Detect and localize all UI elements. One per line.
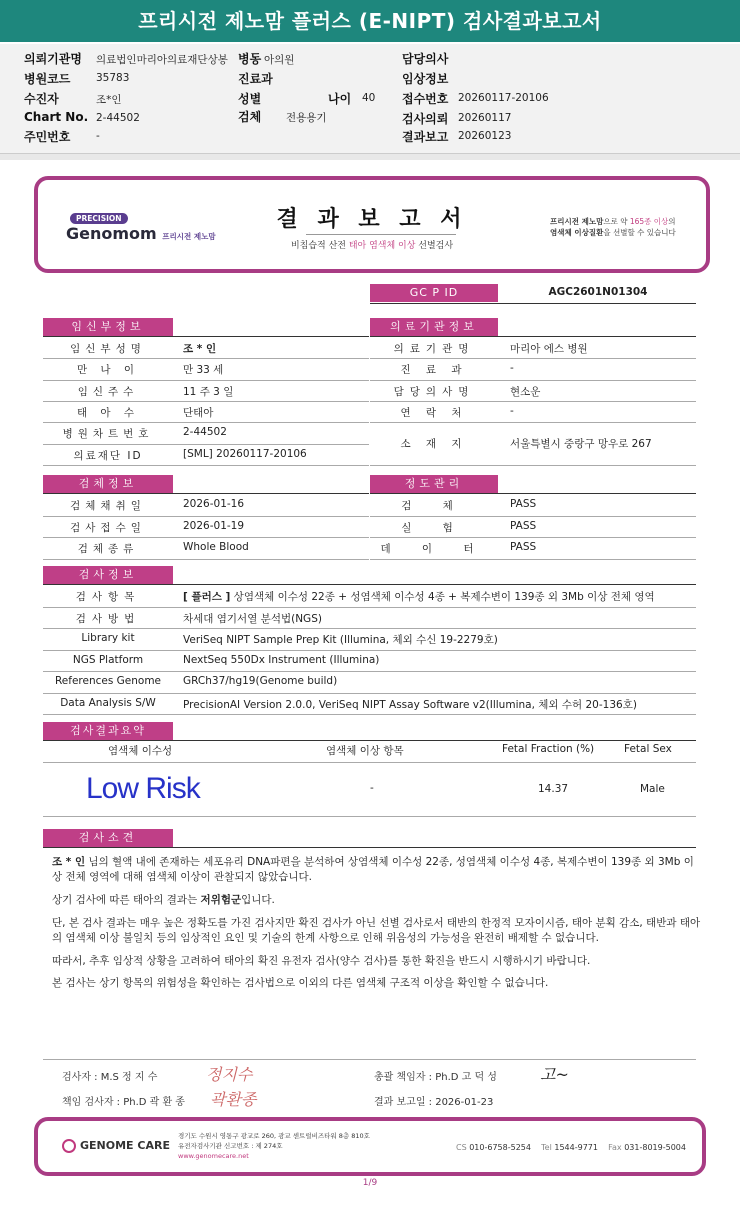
label-institution: 의뢰기관명: [24, 52, 82, 66]
summary-header-aneuploidy: 염색체 이수성: [108, 745, 173, 757]
row-label: 병원차트번호: [62, 428, 154, 441]
gcpid-underline: [370, 303, 696, 304]
section-rule: [370, 493, 696, 494]
row-value: -: [510, 362, 514, 375]
row-label: Data Analysis S/W: [60, 696, 156, 709]
row-rule: [43, 537, 369, 538]
section-rule: [43, 740, 696, 741]
section-rule: [43, 336, 369, 337]
section-institution: 의료기관정보: [370, 318, 498, 336]
label-report-date: 결과보고: [402, 130, 449, 144]
row-value: 조 * 인: [183, 343, 217, 355]
row-rule: [43, 607, 696, 608]
brand-name: Genomom: [66, 224, 157, 243]
row-label: 임신주수: [77, 385, 139, 398]
row-label: 검사항목: [75, 591, 141, 603]
row-rule: [370, 559, 696, 560]
order-header: [0, 44, 740, 154]
brand-sub: 프리시전 제노맘: [162, 232, 216, 241]
row-value: 만 33 세: [183, 364, 224, 377]
row-rule: [370, 516, 696, 517]
banner-tagline: 프리시전 제노맘으로 약 165종 이상의 염색체 이상질환을 선별할 수 있습니다: [550, 217, 676, 237]
section-rule: [370, 336, 696, 337]
gcpid-label: GC P ID: [370, 284, 498, 302]
responsible-examiner-label: 책임 검사자 : Ph.D 곽 환 종: [62, 1097, 185, 1108]
section-rule: [43, 584, 696, 585]
row-label: 검체채취일: [70, 500, 146, 512]
opinion-paragraph-5: 본 검사는 상기 항목의 위험성을 확인하는 검사법으로 이외의 다른 염색체 구조적 이상을 확인할 수 없습니다.: [52, 977, 549, 989]
row-value: 2-44502: [183, 426, 227, 439]
row-label: 실 험: [401, 521, 467, 534]
summary-header-fetal-fraction: Fetal Fraction (%): [502, 743, 595, 755]
row-rule: [43, 693, 696, 694]
label-patient: 수진자: [24, 92, 59, 106]
label-receipt-no: 접수번호: [402, 92, 449, 106]
row-value: -: [510, 404, 514, 417]
row-rule: [43, 380, 369, 381]
row-label: 의료재단 ID: [73, 449, 143, 462]
row-label: 검 체: [401, 500, 467, 512]
row-value: [ 플러스 ] 상염색체 이수성 22종 + 성염색체 이수성 4종 + 복제수변이 139종 외 3Mb 이상 전체 영역: [183, 591, 655, 603]
row-label: Library kit: [81, 632, 135, 644]
value-chart-no: 2-44502: [96, 112, 140, 124]
banner-title: 결 과 보 고 서: [276, 207, 468, 232]
report-title: 프리시전 제노맘 플러스 (E-NIPT) 검사결과보고서: [0, 0, 740, 42]
opinion-paragraph-3: 단, 본 검사 결과는 매우 높은 정확도를 가진 검사지만 확진 검사가 아닌 선별 검사로서 태반의 한정적 모자이시즘, 태아 분획 감소, 태반과 태아의 염색체 이상 불일치 등의 임상적인 요인 및 기술의 한계 사항으로 인해 위음성의 가능성을 완전히 배제할 수 없습니다.: [52, 917, 701, 944]
section-rule: [43, 493, 369, 494]
row-value: [SML] 20260117-20106: [183, 447, 307, 460]
row-label: 진 료 과: [400, 364, 468, 377]
label-sex: 성별: [238, 92, 262, 106]
row-label: 소 재 지: [400, 438, 468, 451]
row-label: 담당의사명: [393, 385, 475, 398]
label-chart-no: Chart No.: [24, 110, 89, 124]
section-patient: 임신부정보: [43, 318, 173, 336]
value-request-date: 20260117: [458, 112, 512, 124]
row-value: NextSeq 550Dx Instrument (Illumina): [183, 653, 380, 666]
precision-badge: PRECISION: [70, 213, 128, 224]
banner-subtitle: 비침습적 산전 태아 염색체 이상 선별검사: [290, 241, 454, 251]
examiner-signature: 정지수: [206, 1065, 253, 1084]
section-summary: 검사결과요약: [43, 722, 173, 740]
row-value: 2026-01-19: [183, 519, 245, 532]
row-label: 검사방법: [75, 612, 141, 625]
row-value: VeriSeq NIPT Sample Prep Kit (Illumina, 체외 수신 19-2279호): [183, 634, 498, 646]
row-label: References Genome: [54, 675, 162, 687]
row-rule: [43, 444, 369, 445]
summary-header-abnormal-items: 염색체 이상 항목: [326, 745, 404, 757]
director-signature: 고~: [540, 1065, 569, 1084]
row-rule: [43, 516, 369, 517]
row-rule: [370, 422, 696, 423]
row-rule: [43, 714, 696, 715]
value-hospital-code: 35783: [96, 72, 130, 84]
section-opinion: 검사소견: [43, 829, 173, 847]
section-qc: 정도관리: [370, 475, 498, 493]
summary-header-fetal-sex: Fetal Sex: [624, 743, 672, 755]
row-value: 단태아: [183, 406, 214, 419]
row-label: NGS Platform: [72, 653, 144, 666]
row-label: 데 이 터: [380, 543, 488, 555]
label-department: 진료과: [238, 72, 273, 86]
footer-contacts: CS 010-6758-5254 Tel 1544-9771 Fax 031-8019-5004: [456, 1143, 686, 1152]
section-test: 검사정보: [43, 566, 173, 584]
value-report-date: 20260123: [458, 130, 512, 142]
row-value: 서울특별시 중랑구 망우로 267: [510, 438, 652, 451]
genome-care-icon: [62, 1139, 76, 1153]
row-label: 임신부성명: [70, 343, 146, 355]
row-rule: [370, 537, 696, 538]
opinion-paragraph-2: 상기 검사에 따른 태아의 결과는 저위험군입니다.: [52, 894, 275, 906]
summary-fetal-sex: Male: [640, 783, 665, 795]
label-resident-no: 주민번호: [24, 130, 71, 144]
row-value: GRCh37/hg19(Genome build): [183, 675, 338, 687]
row-rule: [370, 465, 696, 466]
row-value: 11 주 3 일: [183, 385, 234, 398]
row-rule: [43, 671, 696, 672]
row-rule: [43, 559, 369, 560]
value-institution: 의료법인마리아의료재단상봉: [96, 54, 228, 66]
row-value: PASS: [510, 498, 537, 510]
footer-box: [34, 1117, 706, 1176]
label-age: 나이: [328, 92, 352, 106]
label-clinical-info: 임상정보: [402, 72, 449, 86]
examiner-label: 검사자 : M.S 정 지 수: [62, 1072, 158, 1083]
row-label: 태 아 수: [76, 406, 140, 419]
row-label: 검체종류: [77, 543, 139, 555]
row-label: 의료기관명: [393, 343, 475, 355]
row-value: PrecisionAI Version 2.0.0, VeriSeq NIPT Assay Software v2(Illumina, 체외 수허 20-136호): [183, 698, 637, 711]
genome-care-logo: GENOME CARE: [62, 1139, 170, 1153]
label-request-date: 검사의뢰: [402, 112, 449, 126]
row-label: 만 나 이: [76, 364, 140, 377]
gcpid-value: AGC2601N01304: [548, 286, 648, 298]
director-label: 총괄 책임자 : Ph.D 고 덕 성: [374, 1072, 497, 1083]
section-rule: [43, 847, 696, 848]
risk-result: Low Risk: [86, 772, 200, 805]
report-date-label: 결과 보고일 : 2026-01-23: [374, 1097, 494, 1108]
value-age: 40: [362, 92, 376, 104]
row-value: Whole Blood: [183, 541, 249, 553]
value-patient: 조*인: [96, 94, 122, 106]
signature-rule: [43, 1059, 696, 1060]
row-label: 검사접수일: [70, 521, 146, 534]
value-ward: 아의원: [264, 54, 295, 66]
row-rule: [370, 380, 696, 381]
label-hospital-code: 병원코드: [24, 72, 71, 86]
row-value: PASS: [510, 541, 537, 553]
section-specimen: 검체정보: [43, 475, 173, 493]
row-rule: [370, 358, 696, 359]
row-rule: [43, 358, 369, 359]
row-rule: [43, 650, 696, 651]
row-rule: [43, 465, 369, 466]
row-rule: [370, 401, 696, 402]
report-banner: [34, 176, 710, 273]
label-doctor: 담당의사: [402, 52, 449, 66]
opinion-paragraph-4: 따라서, 추후 임상적 상황을 고려하여 태아의 확진 유전자 검사(양수 검사)를 통한 확진을 반드시 시행하시기 바랍니다.: [52, 955, 591, 967]
row-value: 2026-01-16: [183, 498, 245, 510]
page-number: 1/9: [362, 1178, 378, 1188]
footer-address: 경기도 수원시 영통구 광교로 260, 광교 센트럴비즈타워 8층 810호 유전자검사기관 신고번호 : 제 274호 www.genomecare.net: [178, 1132, 370, 1160]
responsible-examiner-signature: 곽환종: [210, 1090, 257, 1109]
opinion-paragraph-1: 조 * 인 님의 혈액 내에 존재하는 세포유리 DNA파편을 분석하여 상염색체 이수성 22종, 성염색체 이수성 4종, 복제수변이 139종 외 3Mb 이상 전체 영역에 대해 염색체 이상이 관찰되지 않았습니다.: [52, 856, 694, 883]
summary-header-rule: [43, 762, 696, 763]
value-receipt-no: 20260117-20106: [458, 92, 549, 104]
value-resident-no: -: [96, 130, 100, 142]
summary-fetal-fraction: 14.37: [538, 783, 569, 795]
value-specimen: 전용용기: [286, 112, 327, 124]
row-rule: [43, 628, 696, 629]
row-value: PASS: [510, 519, 537, 532]
row-rule: [43, 422, 369, 423]
row-value: 마리아 에스 병원: [510, 343, 588, 355]
row-value: 차세대 염기서열 분석법(NGS): [183, 612, 322, 625]
row-rule: [43, 401, 369, 402]
summary-rule: [43, 816, 696, 817]
row-label: 연 락 처: [400, 406, 468, 419]
banner-title-underline: [306, 234, 456, 235]
row-value: 현소운: [510, 385, 541, 398]
label-specimen: 검체: [238, 110, 262, 124]
label-ward: 병동: [238, 52, 262, 66]
header-divider: [0, 154, 740, 160]
summary-abnormal-items: -: [370, 782, 374, 794]
